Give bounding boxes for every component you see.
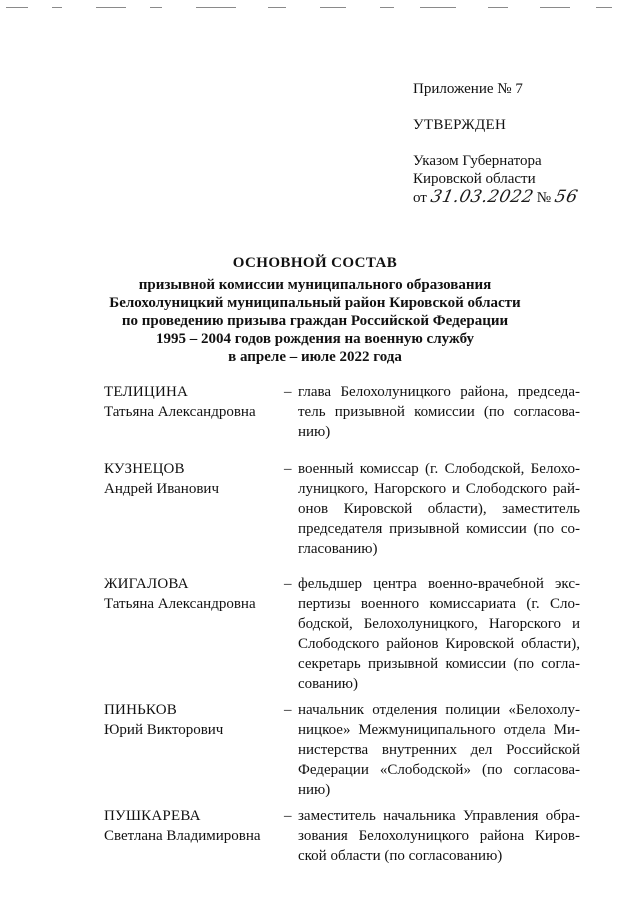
member-role-text: заместитель начальника Управления образования Белохолуницкого района Кировской области (по согласованию) <box>298 808 580 864</box>
member-role-text: глава Белохолуницкого района, председатель призывной комиссии (по согласованию) <box>298 384 580 440</box>
member-surname: КУЗНЕЦОВ <box>104 461 185 477</box>
member-name <box>104 806 274 846</box>
approval-block <box>413 80 613 207</box>
role-dash: – <box>284 808 292 824</box>
member-name <box>104 700 274 740</box>
approval-stamp-label: УТВЕРЖДЕН <box>413 117 507 133</box>
member-given-names: Светлана Владимировна <box>104 828 261 844</box>
member-role-text: начальник отделения полиции «Белохолуницкое» Межмуниципального отдела Министерства внутренних дел Российской Федерации «Слободской» (по согласованию) <box>298 702 580 798</box>
decree-date-number-line <box>413 188 613 207</box>
member-surname: ТЕЛИЦИНА <box>104 384 189 400</box>
decree-line-1: Указом Губернатора <box>413 153 542 169</box>
decree-line-2: Кировской области <box>413 171 536 187</box>
appendix-number: Приложение № 7 <box>413 81 523 97</box>
scan-top-edge-artifact <box>0 0 631 12</box>
decree-number-sign: № <box>536 190 552 206</box>
title-line-1: призывной комиссии муниципального образования <box>138 277 492 293</box>
member-role-text: военный комиссар (г. Слободской, Белохолуницкого, Нагорского и Слободского районов Кировской области), заместитель председателя призывной комиссии (по согласованию) <box>298 461 580 557</box>
member-name <box>104 574 274 614</box>
decree-from-label: от <box>413 190 427 206</box>
document-title-block <box>95 254 535 366</box>
member-role-text: фельдшер центра военно-врачебной экспертизы военного комиссариата (г. Слободской, Белохолуницкого, Нагорского и Слободского районов Кировской области), секретарь призывной комиссии (по согласованию) <box>298 576 580 692</box>
member-surname: ПИНЬКОВ <box>104 702 177 718</box>
member-role <box>284 459 580 559</box>
member-surname: ПУШКАРЕВА <box>104 808 201 824</box>
member-name <box>104 382 274 422</box>
member-given-names: Андрей Иванович <box>104 481 219 497</box>
title-line-2: Белохолуницкий муниципальный район Кировской области <box>109 295 521 311</box>
member-given-names: Татьяна Александровна <box>104 596 256 612</box>
member-surname: ЖИГАЛОВА <box>104 576 189 592</box>
decree-number-handwritten: 56 <box>552 187 580 207</box>
member-role <box>284 806 580 866</box>
decree-date-handwritten: 31.03.2022 <box>428 187 536 207</box>
role-dash: – <box>284 702 292 718</box>
member-name <box>104 459 274 499</box>
member-role <box>284 574 580 694</box>
role-dash: – <box>284 461 292 477</box>
role-dash: – <box>284 576 292 592</box>
member-given-names: Татьяна Александровна <box>104 404 256 420</box>
title-line-3: по проведению призыва граждан Российской Федерации <box>121 313 509 329</box>
role-dash: – <box>284 384 292 400</box>
member-given-names: Юрий Викторович <box>104 722 224 738</box>
member-role <box>284 700 580 800</box>
title-line-5: в апреле – июле 2022 года <box>228 349 402 365</box>
member-role <box>284 382 580 442</box>
document-title: ОСНОВНОЙ СОСТАВ <box>232 255 398 271</box>
title-line-4: 1995 – 2004 годов рождения на военную службу <box>155 331 475 347</box>
